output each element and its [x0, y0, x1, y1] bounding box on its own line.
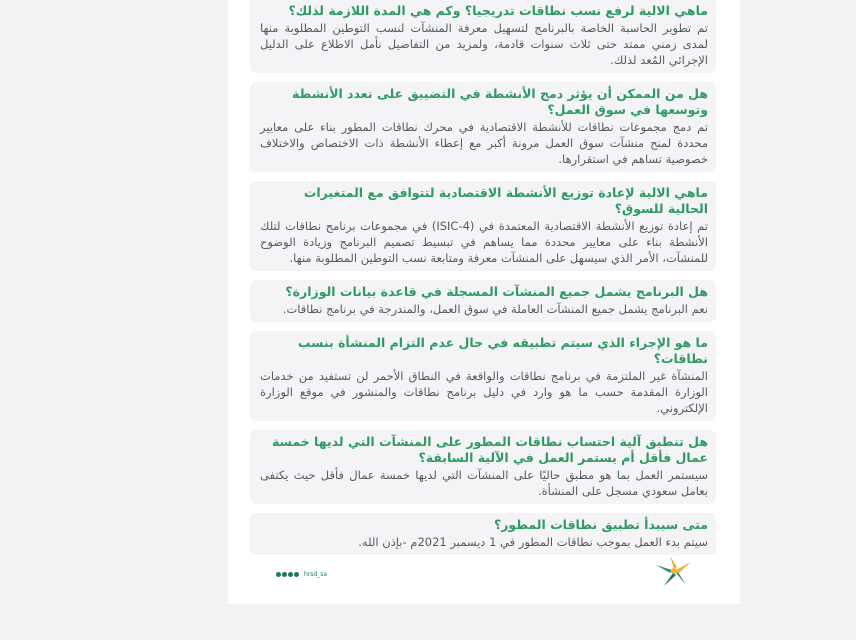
faq-list — [250, 0, 716, 564]
faq-item — [250, 0, 716, 73]
social-handle[interactable]: hrsd_sa — [304, 571, 328, 578]
faq-answer: نعم البرنامج يشمل جميع المنشآت العاملة في سوق العمل، والمندرجة في برنامج نطاقات. — [282, 302, 708, 316]
faq-answer: تم دمج مجموعات نطاقات للأنشطة الاقتصادية في محرك نطاقات المطور بناء على معايير محددة لمنح منشآت سوق العمل مرونة أكبر مع إعطاء الأنشطة ذات الاختصاص والاختلاف خصوصية تساهم في استقرارها. — [260, 120, 708, 166]
faq-question: هل البرنامج يشمل جميع المنشآت المسجلة في قاعدة بيانات الوزارة؟ — [285, 284, 708, 299]
faq-question: ماهي الالية لرفع نسب نطاقات تدريجيا؟ وكم هي المدة اللازمة لذلك؟ — [288, 3, 708, 18]
ministry-logo-icon — [654, 554, 694, 588]
faq-question: هل تنطبق آلية احتساب نطاقات المطور على المنشآت التي لديها خمسة عمال فأقل أم يستمر العمل في الآلية السابقة؟ — [272, 434, 708, 465]
twitter-icon[interactable] — [288, 572, 293, 577]
document-page — [228, 0, 740, 604]
faq-question: هل من الممكن أن يؤثر دمج الأنشطة في التضييق على تعدد الأنشطة وتوسعها في سوق العمل؟ — [292, 86, 708, 117]
faq-answer: تم تطوير الحاسبة الخاصة بالبرنامج لتسهيل معرفة المنشآت لنسب التوطين المطلوبة منها لمدى زمني ممتد حتى ثلاث سنوات قادمة، ولمزيد من التفاصيل نأمل الاطلاع على الدليل الإجرائي المُعد لذلك. — [260, 21, 708, 67]
faq-item — [250, 331, 716, 421]
faq-item — [250, 82, 716, 172]
faq-answer: سيستمر العمل بما هو مطبق حاليًا على المنشآت التي لديها خمسة عمال فأقل حيث يكتفى بعامل سعودي مسجل على المنشأة. — [260, 468, 708, 498]
faq-question: ما هو الإجراء الذي سيتم تطبيقه في حال عدم التزام المنشأة بنسب نطاقات؟ — [297, 335, 708, 366]
faq-question: متى سيبدأ تطبيق نطاقات المطور؟ — [493, 517, 708, 532]
youtube-icon[interactable] — [282, 572, 287, 577]
faq-question: ماهي الالية لإعادة توزيع الأنشطة الاقتصادية لتتوافق مع المتغيرات الحالية للسوق؟ — [303, 185, 708, 216]
faq-answer: سيتم بدء العمل بموجب نطاقات المطور في 1 ديسمبر 2021م -بإذن الله. — [358, 535, 708, 549]
document-footer — [250, 552, 716, 592]
faq-item — [250, 513, 716, 555]
faq-answer: تم إعادة توزيع الأنشطة الاقتصادية المعتمدة في (ISIC-4) في مجموعات برنامج نطاقات لتلك الأنشطة بناء على معايير محددة مما يساهم في تبسيط تصميم البرنامج وزيادة الوضوح للمنشآت، الأمر الذي سيسهل على المنشآت معرفة ومتابعة نسب التوطين المطلوبة منها. — [260, 219, 709, 265]
facebook-icon[interactable] — [276, 572, 281, 577]
faq-item — [250, 430, 716, 504]
social-links — [276, 571, 327, 578]
instagram-icon[interactable] — [294, 572, 299, 577]
faq-item — [250, 280, 716, 322]
faq-answer: المنشآة غير الملتزمة في برنامج نطاقات والواقعة في النطاق الأحمر لن تستفيد من خدمات الوزارة المقدمة حسب ما هو وارد في دليل برنامج نطاقات والمنشور في موقع الوزارة الإلكتروني. — [260, 369, 708, 415]
faq-item — [250, 181, 716, 271]
